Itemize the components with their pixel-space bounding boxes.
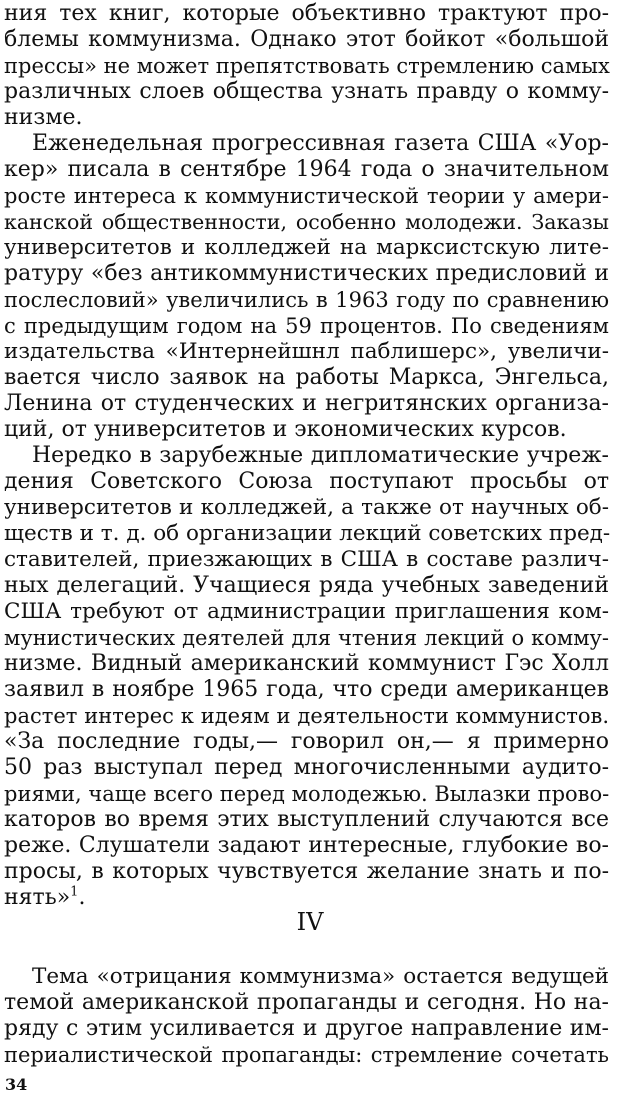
text-line: «За последние годы,— говорил он,— я примерно: [4, 729, 609, 754]
text-line: каторов во время этих выступлений случаются все: [4, 807, 609, 832]
text-line: ряду с этим усиливается и другое направление им-: [4, 1016, 609, 1041]
text-line: Ленина от студенческих и негритянских организа-: [4, 391, 609, 416]
text-line: университетов и колледжей, а также от научных об-: [4, 495, 609, 520]
text-line: ставителей, приезжающих в США в составе различ-: [4, 547, 609, 572]
text-line: различных слоев общества узнать правду о комму-: [4, 79, 609, 104]
text-line: вается число заявок на работы Маркса, Энгельса,: [4, 365, 609, 390]
text-line: темой американской пропаганды и сегодня. Но на-: [4, 990, 609, 1015]
text-line: канской общественности, особенно молодежи. Заказы: [4, 210, 609, 234]
text-line: просы, в которых чувствуется желание знать и по-: [4, 859, 609, 884]
text-line: ратуру «без антикоммунистических предисловий и: [4, 261, 609, 286]
text-line: университетов и колледжей на марксистскую лите-: [4, 235, 609, 260]
text-line: заявил в ноябре 1965 года, что среди американцев: [4, 677, 609, 702]
text-line: послесловий» увеличились в 1963 году по сравнению: [4, 288, 609, 312]
text-line: прессы» не может препятствовать стремлению самых: [4, 54, 610, 78]
text-line: реже. Слушатели задают интересные, глубокие во-: [4, 833, 609, 858]
text-line: Тема «отрицания коммунизма» остается ведущей: [32, 964, 609, 989]
text-line: ществ и т. д. об организации лекций советских пред-: [4, 521, 611, 546]
text-line: Еженедельная прогрессивная газета США «Уор-: [32, 131, 609, 156]
text-line: кер» писала в сентябре 1964 года о значительном: [4, 157, 609, 182]
footnote-marker: 1: [70, 884, 79, 900]
text-line: 50 раз выступал перед многочисленными аудито-: [4, 755, 609, 780]
text-line: ния тех книг, которые объективно трактуют про-: [4, 1, 609, 26]
text-line: низме.: [4, 105, 83, 130]
text-line: Нередко в зарубежные дипломатические учреж-: [32, 443, 609, 468]
text-line: с предыдущим годом на 59 процентов. По сведениям: [4, 314, 609, 338]
text-line: растет интерес к идеям и деятельности коммунистов.: [4, 704, 609, 728]
section-heading: IV: [296, 908, 324, 936]
text-line: блемы коммунизма. Однако этот бойкот «большой: [4, 27, 609, 52]
text-line: периалистической пропаганды: стремление сочетать: [4, 1043, 609, 1067]
page-number: 34: [5, 1075, 28, 1094]
final-words: нять»: [4, 885, 71, 910]
text-line: мунистических деятелей для чтения лекций о комму-: [4, 626, 609, 650]
text-line: ных делегаций. Учащиеся ряда учебных заведений: [4, 573, 609, 598]
text-line: издательства «Интернейшнл паблишерс», увеличи-: [4, 339, 609, 364]
text-line: низме. Видный американский коммунист Гэс Холл: [4, 651, 609, 676]
text-line: риями, чаще всего перед молодежью. Вылазки прово-: [4, 782, 610, 806]
final-period: .: [78, 885, 86, 910]
text-line: дения Советского Союза поступают просьбы от: [4, 469, 609, 494]
text-line: ций, от университетов и экономических курсов.: [4, 417, 567, 442]
text-line: росте интереса к коммунистической теории у амери-: [4, 184, 609, 208]
text-line: США требуют от администрации приглашения ком-: [4, 599, 609, 624]
